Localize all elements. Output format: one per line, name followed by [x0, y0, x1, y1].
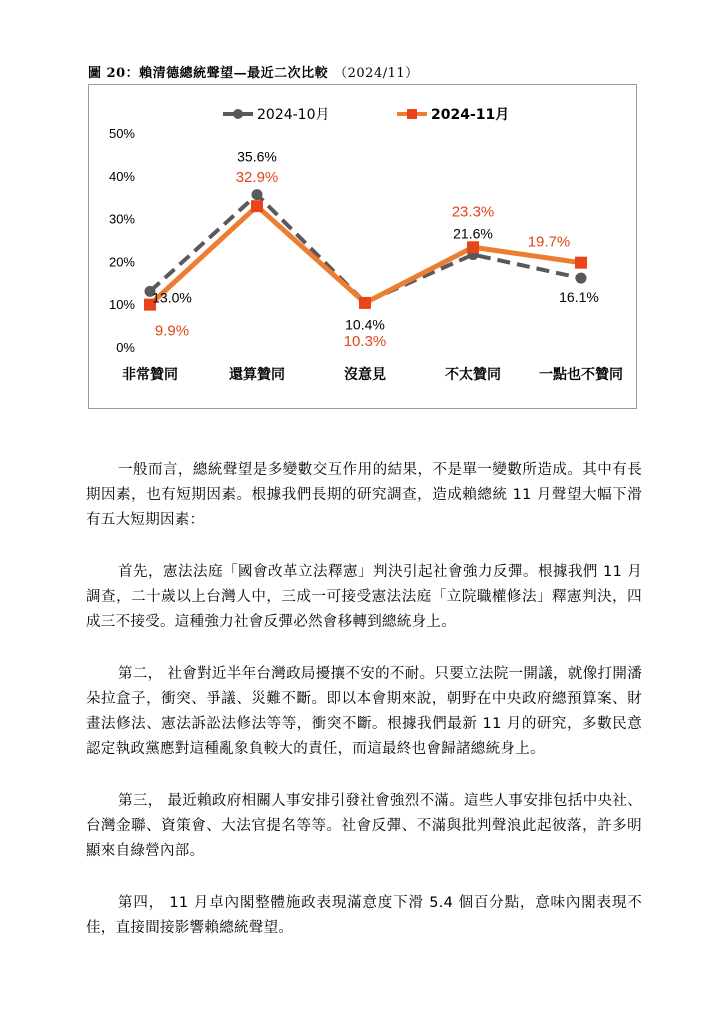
x-tick-label: 不太贊同 — [445, 367, 501, 383]
paragraph: 一般而言，總統聲望是多變數交互作用的結果，不是單一變數所造成。其中有長期因素，也有短期因素。根據我們長期的研究調查，造成賴總統 11 月聲望大幅下滑有五大短期因素： — [86, 462, 642, 528]
line-chart — [89, 85, 638, 410]
y-tick-label: 0% — [116, 340, 135, 355]
data-point-oct — [576, 273, 587, 284]
data-label-oct: 13.0% — [152, 289, 192, 306]
legend-label-oct: 2024-10月 — [257, 107, 330, 123]
data-point-nov — [575, 257, 587, 269]
figure-caption — [88, 62, 419, 81]
x-tick-label: 還算贊同 — [229, 367, 285, 383]
data-label-oct: 10.4% — [345, 316, 385, 333]
x-tick-label: 一點也不贊同 — [539, 367, 623, 383]
paragraph: 第二， 社會對近半年台灣政局擾攘不安的不耐。只要立法院一開議，就像打開潘朵拉盒子，衝突、爭議、災難不斷。即以本會期來說，朝野在中央政府總預算案、財畫法修法、憲法訴訟法修法等等，衝突不斷。根據我們最新 11 月的研究，多數民意認定執政黨應對這種亂象負較大的責任，而這最終也會歸諸總統身上。 — [86, 666, 642, 757]
data-point-nov — [359, 297, 371, 309]
y-tick-label: 40% — [108, 168, 135, 184]
data-point-oct — [252, 189, 263, 200]
body-text — [86, 458, 642, 968]
legend-marker-nov — [407, 109, 417, 119]
y-tick-label: 30% — [108, 211, 135, 227]
data-label-oct: 16.1% — [559, 289, 599, 306]
paragraph: 第三， 最近賴政府相關人事安排引發社會強烈不滿。這些人事安排包括中央社、台灣金聯、資策會、大法官提名等等。社會反彈、不滿與批判聲浪此起彼落，許多明顯來自綠營內部。 — [86, 793, 642, 859]
y-tick-label: 10% — [108, 297, 135, 313]
data-point-nov — [467, 241, 479, 253]
legend-marker-oct — [233, 109, 243, 119]
y-tick-label: 20% — [108, 254, 135, 270]
y-tick-label: 50% — [108, 126, 135, 141]
x-tick-label: 非常贊同 — [122, 367, 178, 383]
data-label-nov: 10.3% — [343, 332, 387, 350]
data-label-nov: 9.9% — [154, 322, 190, 340]
data-label-nov: 32.9% — [235, 169, 279, 187]
caption-date: （2024/11） — [334, 66, 419, 81]
data-point-nov — [251, 200, 263, 212]
chart-container — [88, 84, 637, 409]
paragraph: 首先，憲法法庭「國會改革立法釋憲」判決引起社會強力反彈。根據我們 11 月調查，二十歲以上台灣人中，三成一可接受憲法法庭「立院職權修法」釋憲判決，四成三不接受。這種強力社會反彈必然會移轉到總統身上。 — [86, 564, 642, 630]
data-label-oct: 35.6% — [237, 148, 277, 165]
data-label-oct: 21.6% — [453, 225, 493, 242]
series-line-nov — [150, 206, 581, 304]
data-label-nov: 23.3% — [451, 203, 495, 221]
data-label-nov: 19.7% — [527, 233, 571, 251]
x-tick-label: 沒意見 — [344, 367, 386, 383]
paragraph: 第四， 11 月卓內閣整體施政表現滿意度下滑 5.4 個百分點，意味內閣表現不佳，直接間接影響賴總統聲望。 — [86, 895, 642, 936]
caption-label: 圖 20：賴清德總統聲望—最近二次比較 — [88, 66, 329, 81]
legend-label-nov: 2024-11月 — [431, 107, 510, 123]
